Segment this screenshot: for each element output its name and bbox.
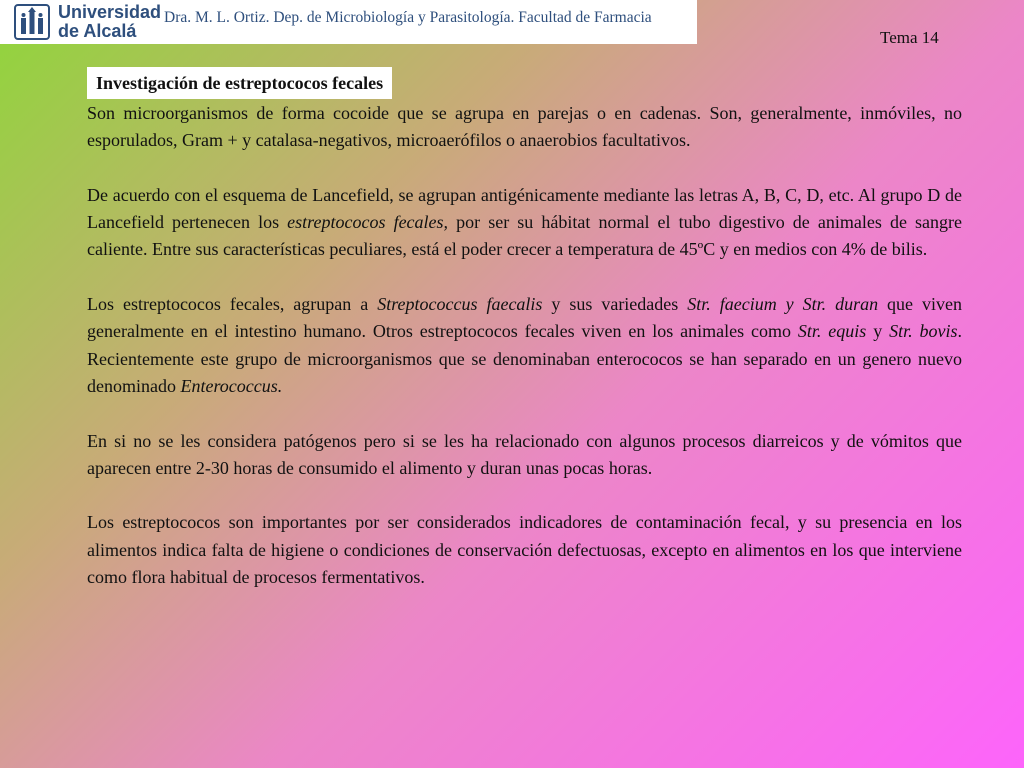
text-segment: y: [866, 321, 890, 342]
body-text: [87, 100, 962, 619]
italic-term: estreptococos fecales,: [287, 212, 449, 233]
header-banner: [0, 0, 697, 44]
text-segment: y sus variedades: [542, 294, 688, 315]
italic-term: Str. faecium y Str. duran: [687, 294, 879, 315]
topic-label: Tema 14: [880, 28, 939, 47]
text-segment: Son microorganismos de forma cocoide que se agrupa en parejas o en cadenas. Son, generalmente, inmóviles, no esporulados, Gram + y catalasa-negativos, microaerófilos o anaerobios facultativos.: [87, 103, 962, 151]
paragraph: [87, 509, 962, 591]
university-name: [58, 3, 161, 41]
paragraph: [87, 100, 962, 155]
italic-term: Streptococcus faecalis: [377, 294, 543, 315]
italic-term: Str. equis: [797, 321, 867, 342]
university-name-line2: de Alcalá: [58, 21, 137, 41]
text-segment: que viven generalmente en el intestino humano. Otros estreptococos fecales viven en los animales como: [87, 294, 962, 342]
italic-term: Str. bovis: [889, 321, 958, 342]
text-segment: por ser su hábitat normal el tubo digestivo de animales de sangre caliente. Entre sus características peculiares, está el poder crecer a temperatura de 45ºC y en medios con 4% de bilis.: [87, 212, 962, 260]
paragraph: [87, 428, 962, 483]
text-segment: Los estreptococos son importantes por ser considerados indicadores de contaminación fecal, y su presencia en los alimentos indica falta de higiene o condiciones de conservación defectuosas, excepto en alimentos en los que interviene como flora habitual de procesos fermentativos.: [87, 512, 962, 588]
paragraph: [87, 182, 962, 264]
text-segment: Los estreptococos fecales, agrupan a: [87, 294, 378, 315]
paragraph: [87, 291, 962, 400]
italic-term: Enterococcus.: [180, 375, 283, 396]
text-segment: De acuerdo con el esquema de Lancefield, se agrupan antigénicamente mediante las letras A, B, C, D, etc. Al grupo D de Lancefield pertenecen los: [87, 184, 962, 233]
text-segment: En si no se les considera patógenos pero si se les ha relacionado con algunos procesos diarreicos y de vómitos que aparecen entre 2-30 horas de consumido el alimento y duran unas pocas horas.: [87, 430, 962, 478]
section-title: Investigación de estreptococos fecales: [87, 67, 392, 99]
university-logo: [12, 2, 161, 42]
text-segment: . Recientemente este grupo de microorganismos que se denominaban enterococos se han separado en un genero nuevo denominado: [87, 321, 963, 396]
author-credits: Dra. M. L. Ortiz. Dep. de Microbiología y Parasitología. Facultad de Farmacia: [164, 9, 652, 26]
university-name-line1: Universidad: [58, 2, 162, 22]
university-crest-icon: [12, 2, 52, 42]
